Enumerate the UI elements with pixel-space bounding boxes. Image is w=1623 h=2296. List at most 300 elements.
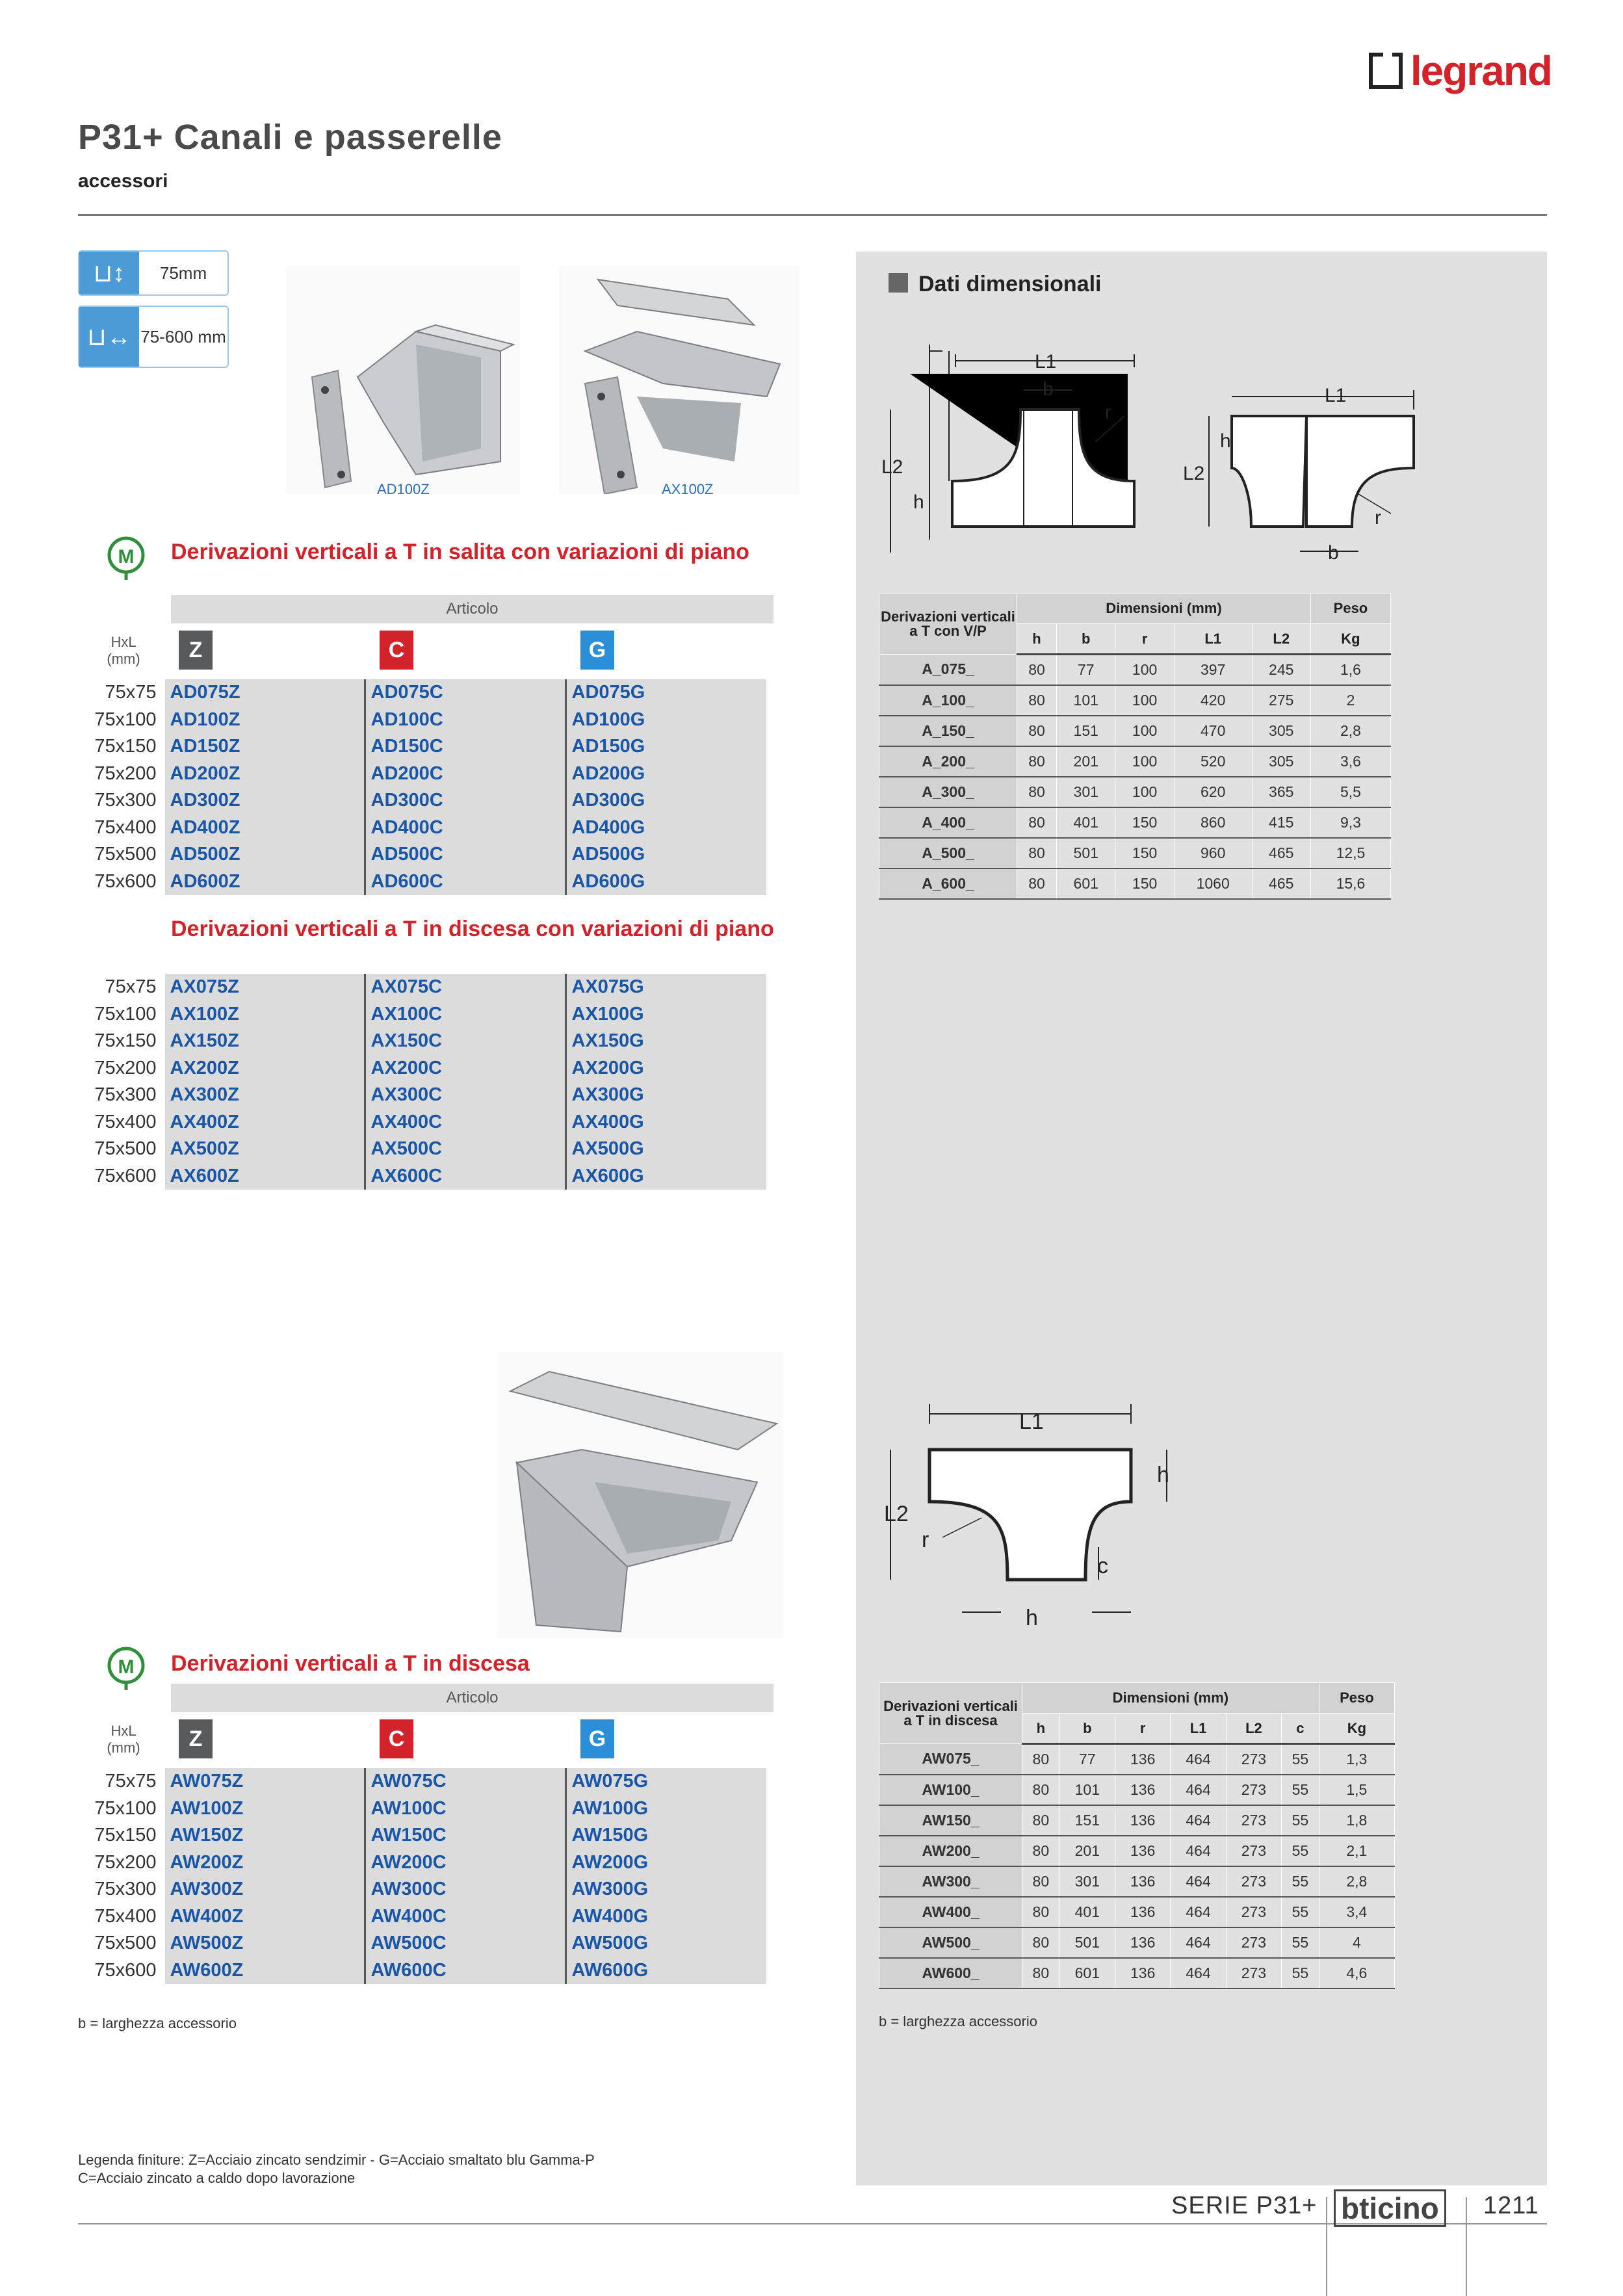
section3-cell-z: AW100Z xyxy=(164,1795,365,1823)
dtable2-cell: 80 xyxy=(1022,1866,1060,1897)
dtable1-cell: 2,8 xyxy=(1310,716,1390,746)
dtable2-cell: 80 xyxy=(1022,1927,1060,1958)
dtable2-cell: 80 xyxy=(1022,1744,1060,1775)
section2-cell-c: AX150C xyxy=(365,1028,565,1055)
dt2-body xyxy=(879,1744,1395,1989)
section3-cell-c: AW200C xyxy=(365,1849,565,1877)
section1-cell-c: AD600C xyxy=(365,868,565,896)
dtable1-row xyxy=(879,838,1391,868)
dtable2-cell: AW100_ xyxy=(879,1775,1022,1805)
dtable1-col-l1: L1 xyxy=(1174,624,1252,655)
photo-caption-left: AD100Z xyxy=(377,481,430,497)
dtable1-cell: 415 xyxy=(1252,807,1310,838)
dtable2-cell: 77 xyxy=(1059,1744,1115,1775)
dtable2-col-l2: L2 xyxy=(1226,1714,1281,1744)
section1-cell-z: AD100Z xyxy=(164,707,365,734)
width-dimension-icon: ⊔↔ xyxy=(79,307,139,367)
section1-row xyxy=(78,815,766,842)
dtable2-cell: 136 xyxy=(1115,1744,1171,1775)
section1-cell-c: AD500C xyxy=(365,841,565,868)
finish-z-badge-2: Z xyxy=(179,1719,213,1758)
dtable2-cell: 273 xyxy=(1226,1927,1281,1958)
diag2-r: r xyxy=(1375,507,1381,528)
dtable2-cell: 464 xyxy=(1171,1836,1226,1866)
dtable2-row xyxy=(879,1775,1395,1805)
section3-cell-size: 75x200 xyxy=(94,1851,157,1873)
footer-brand: bticino xyxy=(1334,2189,1446,2227)
dtable1-cell: 397 xyxy=(1174,655,1252,685)
height-badge xyxy=(78,250,229,296)
section2-row xyxy=(78,1163,766,1190)
dtable2-cell: 273 xyxy=(1226,1897,1281,1927)
section2-cell-g: AX300G xyxy=(565,1082,766,1109)
footer-vline-2 xyxy=(1466,2197,1467,2296)
section2-row xyxy=(78,1001,766,1028)
dtable2-col-h: h xyxy=(1022,1714,1060,1744)
section3-row xyxy=(78,1876,766,1903)
dtable2-cell: 4,6 xyxy=(1319,1958,1394,1989)
section1-cell-g: AD100G xyxy=(565,707,766,734)
dtable1-row xyxy=(879,685,1391,716)
section1-cell-c: AD150C xyxy=(365,733,565,761)
product-photo-ad100z xyxy=(286,267,520,494)
finish-g-badge-2: G xyxy=(580,1719,614,1758)
dtable2-cell: 2,1 xyxy=(1319,1836,1394,1866)
dtable1-cell: 305 xyxy=(1252,746,1310,777)
section3-cell-size: 75x100 xyxy=(94,1797,157,1819)
dtable1-cell: 201 xyxy=(1057,746,1115,777)
dt2-head-dims: Dimensioni (mm) xyxy=(1022,1683,1319,1714)
section3-title: Derivazioni verticali a T in discesa xyxy=(171,1651,530,1676)
section3-cell-g: AW100G xyxy=(565,1795,766,1823)
dtable2-cell: 464 xyxy=(1171,1866,1226,1897)
diag1-L1: L1 xyxy=(1035,351,1057,372)
diagram-tee-front xyxy=(871,345,1157,553)
section3-row xyxy=(78,1822,766,1849)
dtable1-cell: A_100_ xyxy=(879,685,1017,716)
section2-cell-size: 75x100 xyxy=(94,1003,157,1024)
finish-g-badge: G xyxy=(580,631,614,670)
dtable2-cell: 55 xyxy=(1282,1866,1319,1897)
diag3-L1: L1 xyxy=(1019,1409,1044,1434)
dtable1-cell: 301 xyxy=(1057,777,1115,807)
dtable1-cell: 470 xyxy=(1174,716,1252,746)
dtable1-cell: 401 xyxy=(1057,807,1115,838)
finish-z-badge: Z xyxy=(179,631,213,670)
section2-cell-z: AX100Z xyxy=(164,1001,365,1028)
section3-cell-z: AW500Z xyxy=(164,1930,365,1957)
dt2-head-weight: Peso xyxy=(1319,1683,1394,1714)
dtable1-cell: A_300_ xyxy=(879,777,1017,807)
diag1-b: b xyxy=(1043,378,1054,400)
section3-cell-size: 75x150 xyxy=(94,1825,157,1846)
dtable1-cell: A_600_ xyxy=(879,868,1017,899)
section3-cell-z: AW200Z xyxy=(164,1849,365,1877)
dtable2-col-l1: L1 xyxy=(1171,1714,1226,1744)
dtable1-col-l2: L2 xyxy=(1252,624,1310,655)
section1-row xyxy=(78,761,766,788)
dtable2-cell: 401 xyxy=(1059,1897,1115,1927)
dtable1-cell: 275 xyxy=(1252,685,1310,716)
section3-row xyxy=(78,1768,766,1795)
dtable2-cell: 273 xyxy=(1226,1775,1281,1805)
section1-row xyxy=(78,787,766,815)
svg-text:M: M xyxy=(118,546,135,567)
dtable1-row xyxy=(879,655,1391,685)
section1-row xyxy=(78,868,766,896)
height-dimension-icon: ⊔↕ xyxy=(79,252,139,294)
section3-cell-z: AW600Z xyxy=(164,1957,365,1985)
section1-cell-g: AD400G xyxy=(565,815,766,842)
section1-cell-c: AD075C xyxy=(365,679,565,707)
section1-cell-g: AD150G xyxy=(565,733,766,761)
dtable2-row xyxy=(879,1805,1395,1836)
section1-cell-g: AD300G xyxy=(565,787,766,815)
section2-cell-z: AX200Z xyxy=(164,1055,365,1082)
section3-table-body xyxy=(78,1768,766,1984)
certification-icon xyxy=(107,534,145,581)
section3-cell-c: AW600C xyxy=(365,1957,565,1985)
dtable1-cell: 860 xyxy=(1174,807,1252,838)
dtable2-cell: 2,8 xyxy=(1319,1866,1394,1897)
dtable2-cell: AW075_ xyxy=(879,1744,1022,1775)
section3-row xyxy=(78,1930,766,1957)
dtable2-cell: 273 xyxy=(1226,1836,1281,1866)
dtable1-cell: 960 xyxy=(1174,838,1252,868)
diag2-L1: L1 xyxy=(1325,385,1347,406)
section3-cell-c: AW400C xyxy=(365,1903,565,1931)
section1-cell-c: AD400C xyxy=(365,815,565,842)
section2-cell-c: AX600C xyxy=(365,1163,565,1190)
dtable2-cell: AW150_ xyxy=(879,1805,1022,1836)
dtable1-cell: 1,6 xyxy=(1310,655,1390,685)
diag1-L2: L2 xyxy=(881,456,903,478)
section3-cell-size: 75x500 xyxy=(94,1933,157,1953)
diag2-L2: L2 xyxy=(1183,463,1205,484)
section1-cell-z: AD150Z xyxy=(164,733,365,761)
dtable2-cell: 55 xyxy=(1282,1805,1319,1836)
dtable1-row xyxy=(879,777,1391,807)
section2-cell-z: AX150Z xyxy=(164,1028,365,1055)
section1-articolo-header: Articolo xyxy=(171,595,773,623)
dtable2-cell: 501 xyxy=(1059,1927,1115,1958)
section1-cell-size: 75x150 xyxy=(94,736,157,757)
section3-row xyxy=(78,1795,766,1823)
footer-vline-1 xyxy=(1326,2197,1327,2296)
dtable2-cell: 55 xyxy=(1282,1927,1319,1958)
dtable2-row xyxy=(879,1836,1395,1866)
dtable1-cell: 601 xyxy=(1057,868,1115,899)
page-title: P31+ Canali e passerelle xyxy=(78,118,502,157)
section2-cell-z: AX600Z xyxy=(164,1163,365,1190)
section1-cell-g: AD500G xyxy=(565,841,766,868)
dtable2-cell: 55 xyxy=(1282,1775,1319,1805)
dtable2-cell: 80 xyxy=(1022,1836,1060,1866)
dtable2-col-b: b xyxy=(1059,1714,1115,1744)
dtable1-cell: 465 xyxy=(1252,868,1310,899)
dtable2-cell: 273 xyxy=(1226,1958,1281,1989)
section1-hxl-label: HxL (mm) xyxy=(107,634,140,667)
section1-cell-size: 75x400 xyxy=(94,816,157,838)
section3-cell-z: AW075Z xyxy=(164,1768,365,1795)
dtable2-cell: 464 xyxy=(1171,1958,1226,1989)
dtable2-row xyxy=(879,1927,1395,1958)
dtable1-row xyxy=(879,868,1391,899)
dtable1-cell: 150 xyxy=(1115,838,1174,868)
diag3-r: r xyxy=(922,1528,929,1552)
section3-cell-g: AW075G xyxy=(565,1768,766,1795)
dtable1-cell: 620 xyxy=(1174,777,1252,807)
dtable1-cell: 520 xyxy=(1174,746,1252,777)
dtable2-col-c: c xyxy=(1282,1714,1319,1744)
dtable1-cell: 150 xyxy=(1115,868,1174,899)
dtable2-cell: 273 xyxy=(1226,1866,1281,1897)
section1-row xyxy=(78,733,766,761)
section2-cell-size: 75x500 xyxy=(94,1138,157,1159)
section3-cell-g: AW400G xyxy=(565,1903,766,1931)
dtable2-cell: 301 xyxy=(1059,1866,1115,1897)
diag2-h: h xyxy=(1220,430,1231,452)
section3-cell-g: AW200G xyxy=(565,1849,766,1877)
dtable1-cell: 80 xyxy=(1017,807,1057,838)
legend-line1: Legenda finiture: Z=Acciaio zincato sendzimir - G=Acciaio smaltato blu Gamma-P xyxy=(78,2152,595,2168)
section3-cell-z: AW150Z xyxy=(164,1822,365,1849)
photo-caption-right: AX100Z xyxy=(662,481,714,497)
dt1-body xyxy=(879,655,1391,899)
section3-hxl-label: HxL (mm) xyxy=(107,1723,140,1756)
dtable1-cell: A_075_ xyxy=(879,655,1017,685)
dtable1-cell: 80 xyxy=(1017,868,1057,899)
section2-table xyxy=(78,974,766,1190)
dtable1-cell: A_400_ xyxy=(879,807,1017,838)
dati-title: Dati dimensionali xyxy=(918,272,1102,296)
dtable2-cell: 1,5 xyxy=(1319,1775,1394,1805)
dimensions-table-2 xyxy=(879,1682,1395,1989)
dtable2-cell: 136 xyxy=(1115,1805,1171,1836)
dtable1-cell: 1060 xyxy=(1174,868,1252,899)
section2-cell-c: AX500C xyxy=(365,1136,565,1163)
dtable2-cell: 80 xyxy=(1022,1805,1060,1836)
section2-cell-c: AX300C xyxy=(365,1082,565,1109)
dtable2-cell: 464 xyxy=(1171,1744,1226,1775)
header-divider xyxy=(78,214,1547,216)
dtable1-cell: 465 xyxy=(1252,838,1310,868)
dtable2-cell: 80 xyxy=(1022,1897,1060,1927)
section3-table xyxy=(78,1768,766,1984)
dtable2-cell: 4 xyxy=(1319,1927,1394,1958)
dtable2-col-r: r xyxy=(1115,1714,1171,1744)
dtable1-cell: 101 xyxy=(1057,685,1115,716)
section2-cell-size: 75x150 xyxy=(94,1030,157,1051)
dtable1-cell: 420 xyxy=(1174,685,1252,716)
section3-cell-size: 75x600 xyxy=(94,1959,157,1981)
dtable1-cell: 305 xyxy=(1252,716,1310,746)
dtable1-cell: 80 xyxy=(1017,685,1057,716)
section3-row xyxy=(78,1849,766,1877)
dtable1-cell: 245 xyxy=(1252,655,1310,685)
dtable1-cell: A_200_ xyxy=(879,746,1017,777)
section2-row xyxy=(78,974,766,1001)
brand-name: legrand xyxy=(1410,47,1552,94)
dtable2-cell: 55 xyxy=(1282,1958,1319,1989)
diag1-h: h xyxy=(913,491,924,513)
section2-cell-c: AX200C xyxy=(365,1055,565,1082)
dtable2-cell: 464 xyxy=(1171,1927,1226,1958)
dtable1-cell: 100 xyxy=(1115,746,1174,777)
section3-cell-c: AW300C xyxy=(365,1876,565,1903)
section3-cell-c: AW075C xyxy=(365,1768,565,1795)
section2-table-body xyxy=(78,974,766,1190)
section3-cell-g: AW150G xyxy=(565,1822,766,1849)
section2-row xyxy=(78,1136,766,1163)
section3-cell-g: AW600G xyxy=(565,1957,766,1985)
section2-cell-size: 75x400 xyxy=(94,1111,157,1132)
dtable2-cell: 273 xyxy=(1226,1744,1281,1775)
section2-row xyxy=(78,1109,766,1136)
dtable1-cell: 100 xyxy=(1115,716,1174,746)
section3-cell-size: 75x75 xyxy=(105,1771,157,1792)
dtable2-cell: 1,8 xyxy=(1319,1805,1394,1836)
page-subtitle: accessori xyxy=(78,170,168,192)
note-right: b = larghezza accessorio xyxy=(879,2013,1037,2029)
section2-cell-z: AX300Z xyxy=(164,1082,365,1109)
section1-cell-c: AD300C xyxy=(365,787,565,815)
section3-row xyxy=(78,1957,766,1985)
dtable1-cell: 80 xyxy=(1017,838,1057,868)
dtable1-cell: 3,6 xyxy=(1310,746,1390,777)
dt1-head-first: Derivazioni verticali a T con V/P xyxy=(879,594,1017,655)
dtable1-cell: 5,5 xyxy=(1310,777,1390,807)
section2-cell-g: AX200G xyxy=(565,1055,766,1082)
section3-cell-z: AW400Z xyxy=(164,1903,365,1931)
diag3-h-bottom: h xyxy=(1026,1606,1038,1630)
section2-row xyxy=(78,1055,766,1082)
product-photo-aw xyxy=(497,1352,783,1638)
section1-cell-c: AD100C xyxy=(365,707,565,734)
dtable2-row xyxy=(879,1866,1395,1897)
section3-cell-c: AW150C xyxy=(365,1822,565,1849)
section1-cell-z: AD500Z xyxy=(164,841,365,868)
section2-cell-size: 75x75 xyxy=(105,976,157,997)
section1-row xyxy=(78,841,766,868)
dtable2-cell: 136 xyxy=(1115,1897,1171,1927)
section1-row xyxy=(78,679,766,707)
dati-square-icon xyxy=(889,273,908,293)
dtable1-cell: A_500_ xyxy=(879,838,1017,868)
section2-cell-size: 75x600 xyxy=(94,1165,157,1186)
dtable2-cell: 136 xyxy=(1115,1775,1171,1805)
dtable2-cell: 3,4 xyxy=(1319,1897,1394,1927)
dtable1-cell: 100 xyxy=(1115,655,1174,685)
dtable1-cell: 100 xyxy=(1115,777,1174,807)
section3-row xyxy=(78,1903,766,1931)
section1-row xyxy=(78,707,766,734)
dtable2-cell: 464 xyxy=(1171,1805,1226,1836)
dtable1-cell: 9,3 xyxy=(1310,807,1390,838)
section2-cell-g: AX400G xyxy=(565,1109,766,1136)
width-badge-label: 75-600 mm xyxy=(140,327,226,346)
section1-cell-size: 75x200 xyxy=(94,763,157,784)
section1-table-body xyxy=(78,679,766,895)
dtable1-cell: 12,5 xyxy=(1310,838,1390,868)
svg-text:M: M xyxy=(118,1656,135,1678)
diag3-c: c xyxy=(1097,1554,1108,1578)
section1-cell-z: AD400Z xyxy=(164,815,365,842)
section3-cell-z: AW300Z xyxy=(164,1876,365,1903)
dtable1-row xyxy=(879,807,1391,838)
section2-cell-c: AX100C xyxy=(365,1001,565,1028)
height-badge-label: 75mm xyxy=(159,263,207,283)
note-left: b = larghezza accessorio xyxy=(78,2015,237,2031)
section1-cell-g: AD200G xyxy=(565,761,766,788)
legrand-logo xyxy=(1369,47,1552,95)
section3-cell-c: AW100C xyxy=(365,1795,565,1823)
section2-cell-c: AX400C xyxy=(365,1109,565,1136)
section1-table xyxy=(78,679,766,895)
dtable2-cell: 101 xyxy=(1059,1775,1115,1805)
dtable2-cell: 55 xyxy=(1282,1836,1319,1866)
dt1-head-weight: Peso xyxy=(1310,594,1390,624)
dtable1-cell: 2 xyxy=(1310,685,1390,716)
section3-articolo-header: Articolo xyxy=(171,1684,773,1712)
dtable2-cell: 55 xyxy=(1282,1897,1319,1927)
dtable1-cell: 77 xyxy=(1057,655,1115,685)
diag1-r: r xyxy=(1105,402,1111,423)
section3-cell-c: AW500C xyxy=(365,1930,565,1957)
diag3-L2: L2 xyxy=(884,1502,909,1526)
dtable2-cell: AW300_ xyxy=(879,1866,1022,1897)
section3-cell-g: AW300G xyxy=(565,1876,766,1903)
section3-cell-size: 75x300 xyxy=(94,1879,157,1899)
dtable1-cell: 100 xyxy=(1115,685,1174,716)
dtable1-cell: 15,6 xyxy=(1310,868,1390,899)
dtable2-cell: 464 xyxy=(1171,1897,1226,1927)
footer-serie: SERIE P31+ xyxy=(1171,2192,1318,2219)
section2-row xyxy=(78,1028,766,1055)
legrand-mark-icon xyxy=(1369,53,1403,89)
section2-cell-z: AX400Z xyxy=(164,1109,365,1136)
dt2-head-first: Derivazioni verticali a T in discesa xyxy=(879,1683,1022,1744)
section2-cell-size: 75x300 xyxy=(94,1084,157,1105)
dtable1-cell: 80 xyxy=(1017,777,1057,807)
finish-c-badge: C xyxy=(380,631,413,670)
section2-cell-c: AX075C xyxy=(365,974,565,1001)
section1-cell-z: AD600Z xyxy=(164,868,365,896)
section2-cell-g: AX150G xyxy=(565,1028,766,1055)
dtable2-cell: AW200_ xyxy=(879,1836,1022,1866)
section1-cell-size: 75x600 xyxy=(94,870,157,892)
dtable2-cell: AW500_ xyxy=(879,1927,1022,1958)
dtable1-cell: A_150_ xyxy=(879,716,1017,746)
dtable2-cell: 136 xyxy=(1115,1866,1171,1897)
dtable2-cell: 273 xyxy=(1226,1805,1281,1836)
section3-cell-size: 75x400 xyxy=(94,1905,157,1927)
section2-cell-g: AX075G xyxy=(565,974,766,1001)
dtable2-cell: 136 xyxy=(1115,1836,1171,1866)
dtable1-col-h: h xyxy=(1017,624,1057,655)
diag3-h-right: h xyxy=(1157,1463,1169,1487)
dtable2-cell: AW400_ xyxy=(879,1897,1022,1927)
section2-cell-g: AX500G xyxy=(565,1136,766,1163)
width-badge xyxy=(78,306,229,368)
dtable1-cell: 80 xyxy=(1017,655,1057,685)
footer-page-number: 1211 xyxy=(1483,2192,1539,2219)
dtable2-cell: AW600_ xyxy=(879,1958,1022,1989)
dtable2-cell: 136 xyxy=(1115,1927,1171,1958)
dtable2-row xyxy=(879,1744,1395,1775)
dtable1-col-r: r xyxy=(1115,624,1174,655)
section1-cell-g: AD075G xyxy=(565,679,766,707)
